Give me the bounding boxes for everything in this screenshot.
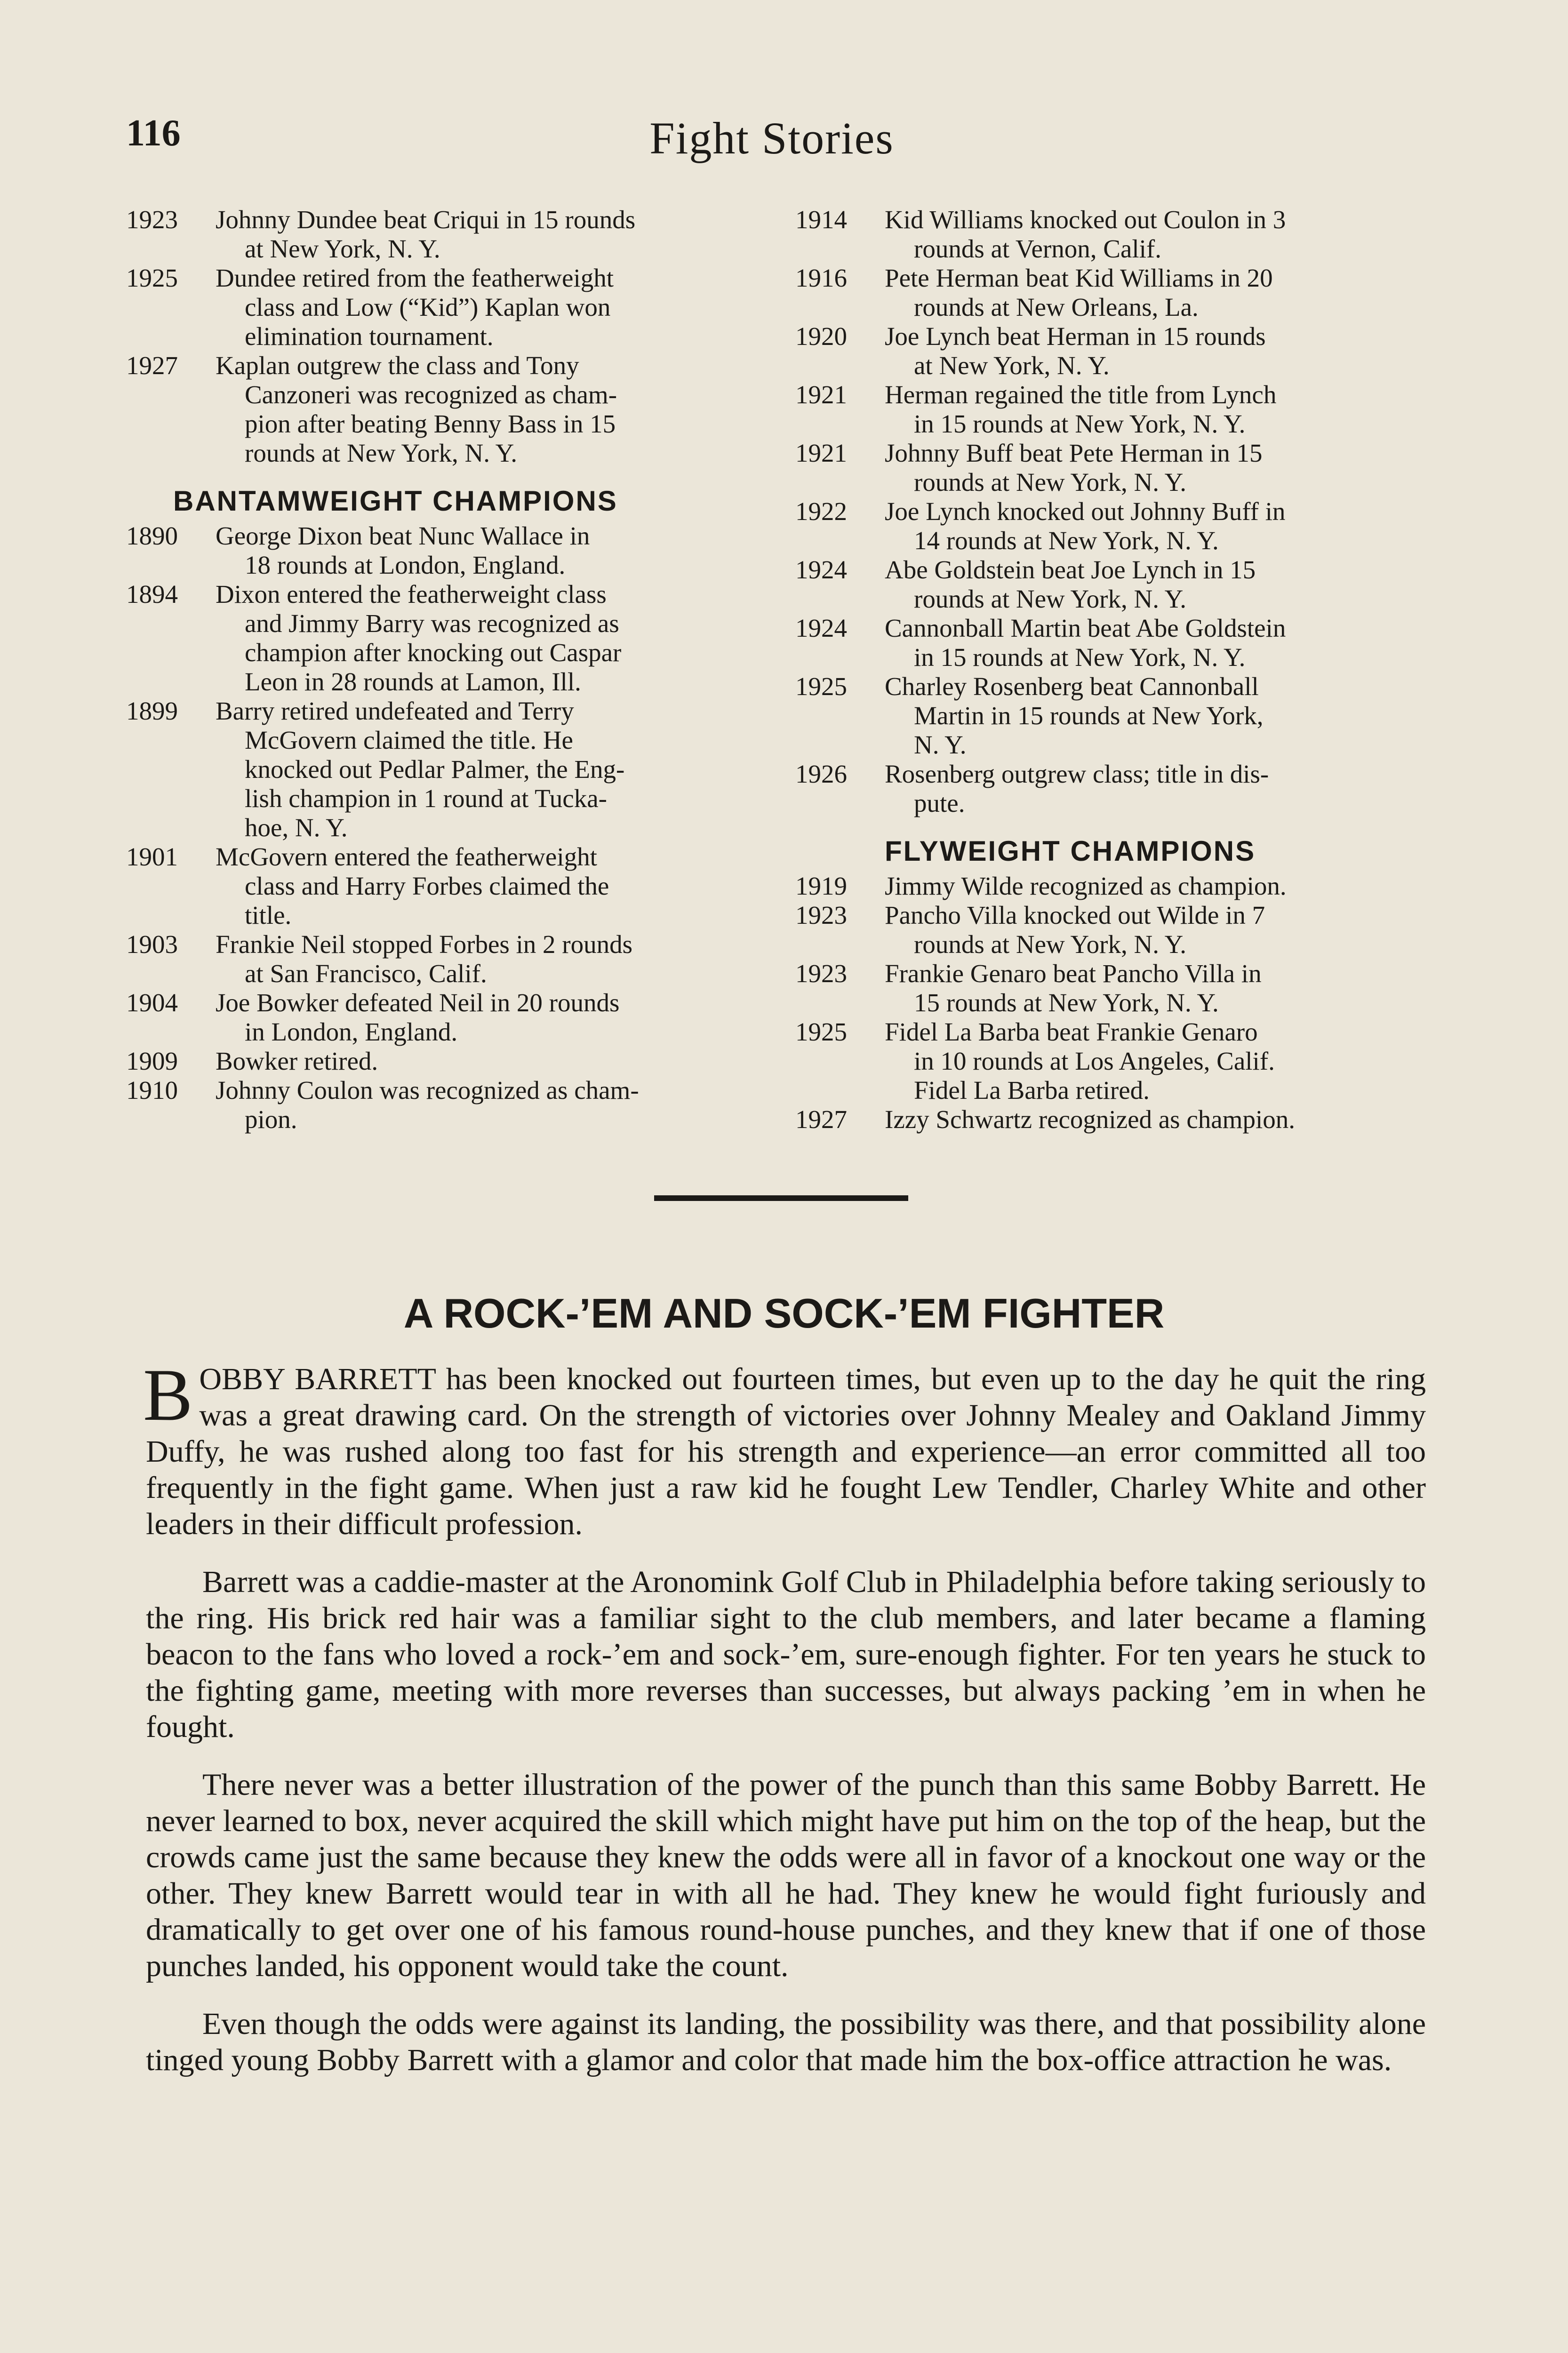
entry-line: Johnny Buff beat Pete Herman in 15 xyxy=(885,439,1263,467)
flyweight-heading: FLYWEIGHT CHAMPIONS xyxy=(885,835,1256,867)
champion-entry xyxy=(795,322,1426,380)
entry-text xyxy=(885,672,1426,760)
entry-line: at San Francisco, Calif. xyxy=(245,959,487,988)
champion-entry xyxy=(795,439,1426,497)
champion-entry xyxy=(795,205,1426,264)
entry-text xyxy=(885,901,1426,959)
entry-line: title. xyxy=(245,901,292,929)
entry-line: at New York, N. Y. xyxy=(245,234,440,263)
entry-year: 1921 xyxy=(795,439,847,467)
champion-entry xyxy=(795,497,1426,555)
entry-text xyxy=(885,380,1426,439)
entry-line: Pete Herman beat Kid Williams in 20 xyxy=(885,264,1273,292)
entry-line: N. Y. xyxy=(914,730,967,759)
entry-line: Izzy Schwartz recognized as champion. xyxy=(885,1105,1295,1134)
entry-line: Joe Bowker defeated Neil in 20 rounds xyxy=(216,988,620,1017)
entry-line: 18 rounds at London, England. xyxy=(245,551,566,579)
champion-entry xyxy=(795,264,1426,322)
entry-year: 1924 xyxy=(795,614,847,642)
entry-year: 1924 xyxy=(795,555,847,584)
entry-line: rounds at New Orleans, La. xyxy=(914,293,1199,321)
entry-text xyxy=(216,930,761,988)
section-divider xyxy=(654,1195,908,1201)
entry-line: at New York, N. Y. xyxy=(914,351,1110,380)
entry-line: Rosenberg outgrew class; title in dis- xyxy=(885,760,1269,788)
entry-line: Abe Goldstein beat Joe Lynch in 15 xyxy=(885,555,1256,584)
entry-line: rounds at New York, N. Y. xyxy=(914,468,1187,496)
entry-line: Fidel La Barba beat Frankie Genaro xyxy=(885,1017,1258,1046)
entry-line: lish champion in 1 round at Tucka- xyxy=(245,784,607,813)
champion-entry xyxy=(795,1017,1426,1105)
entry-year: 1899 xyxy=(126,696,178,725)
entry-line: Jimmy Wilde recognized as champion. xyxy=(885,872,1287,900)
flyweight-list xyxy=(795,872,1426,1134)
entry-line: in London, England. xyxy=(245,1017,458,1046)
entry-line: 15 rounds at New York, N. Y. xyxy=(914,988,1219,1017)
entry-year: 1909 xyxy=(126,1047,178,1075)
entry-line: pute. xyxy=(914,789,965,817)
entry-text xyxy=(216,521,761,580)
champion-entry xyxy=(795,959,1426,1017)
entry-text xyxy=(216,988,761,1047)
bantamweight-list xyxy=(126,521,761,1134)
champion-entry xyxy=(795,901,1426,959)
entry-line: rounds at New York, N. Y. xyxy=(245,439,518,467)
entry-year: 1904 xyxy=(126,988,178,1017)
champion-entry xyxy=(795,555,1426,614)
entry-line: Barry retired undefeated and Terry xyxy=(216,696,574,725)
article-body xyxy=(143,1354,1426,2100)
entry-line: Leon in 28 rounds at Lamon, Ill. xyxy=(245,667,581,696)
champion-entry xyxy=(795,1105,1426,1134)
entry-year: 1925 xyxy=(126,264,178,292)
entry-line: knocked out Pedlar Palmer, the Eng- xyxy=(245,755,625,784)
entry-year: 1916 xyxy=(795,264,847,292)
entry-line: Fidel La Barba retired. xyxy=(914,1076,1150,1104)
entry-line: Canzoneri was recognized as cham- xyxy=(245,380,617,409)
entry-line: and Jimmy Barry was recognized as xyxy=(245,609,619,638)
article-paragraph-1-text: OBBY BARRETT has been knocked out fourteen times, but even up to the day he quit the ring was a great drawing card. On the strength of victories over Johnny Mealey and Oakland Jimmy Duffy, he was rushed along too fast for his strength and experience—an error committed all too frequently in the fight game. When just a raw kid he fought Lew Tendler, Charley White and other leaders in their difficult profession. xyxy=(146,1362,1426,1541)
entry-year: 1890 xyxy=(126,521,178,550)
entry-line: Dixon entered the featherweight class xyxy=(216,580,607,608)
entry-line: George Dixon beat Nunc Wallace in xyxy=(216,521,590,550)
entry-year: 1923 xyxy=(795,959,847,988)
article-paragraph-1 xyxy=(143,1354,1426,1542)
entry-line: Charley Rosenberg beat Cannonball xyxy=(885,672,1259,701)
champion-entry xyxy=(126,580,761,696)
entry-line: Johnny Dundee beat Criqui in 15 rounds xyxy=(216,205,636,234)
article-paragraph-4: Even though the odds were against its landing, the possibility was there, and that possibility alone tinged young Bobby Barrett with a glamor and color that made him the box-office attraction he was. xyxy=(146,2007,1426,2077)
champion-entry xyxy=(795,760,1426,818)
entry-text xyxy=(216,696,761,842)
entry-text xyxy=(885,555,1426,614)
champion-entry xyxy=(126,1047,761,1076)
entry-line: hoe, N. Y. xyxy=(245,813,348,842)
champion-entry xyxy=(795,672,1426,760)
entry-line: rounds at New York, N. Y. xyxy=(914,584,1187,613)
champion-entry xyxy=(126,351,761,468)
entry-line: class and Low (“Kid”) Kaplan won xyxy=(245,293,611,321)
entry-year: 1923 xyxy=(795,901,847,929)
champion-entry xyxy=(126,930,761,988)
entry-line: McGovern claimed the title. He xyxy=(245,726,573,754)
featherweight-continued-list xyxy=(126,205,761,468)
page-number: 116 xyxy=(126,112,181,154)
entry-year: 1914 xyxy=(795,205,847,234)
entry-line: Dundee retired from the featherweight xyxy=(216,264,614,292)
entry-year: 1926 xyxy=(795,760,847,788)
right-column xyxy=(795,205,1426,1134)
entry-text xyxy=(885,872,1426,901)
entry-line: in 15 rounds at New York, N. Y. xyxy=(914,643,1246,672)
champion-entry xyxy=(126,521,761,580)
entry-text xyxy=(885,264,1426,322)
entry-year: 1922 xyxy=(795,497,847,526)
entry-text xyxy=(885,1105,1426,1134)
entry-year: 1925 xyxy=(795,672,847,701)
left-column xyxy=(126,205,761,1134)
entry-text xyxy=(885,760,1426,818)
article-paragraph-3: There never was a better illustration of the power of the punch than this same Bobby Barrett. He never learned to box, never acquired the skill which might have put him on the top of the heap, but the crowds came just the same because they knew the odds were all in favor of a knockout one way or the other. They knew Barrett would tear in with all he had. They knew he would fight furiously and dramatically to get over one of his famous round-house punches, and they knew that if one of those punches landed, his opponent would take the count. xyxy=(146,1768,1426,1983)
entry-line: elimination tournament. xyxy=(245,322,494,351)
entry-text xyxy=(885,1017,1426,1105)
entry-year: 1920 xyxy=(795,322,847,351)
bantamweight-continued-list xyxy=(795,205,1426,818)
champion-entry xyxy=(126,988,761,1047)
entry-year: 1910 xyxy=(126,1076,178,1104)
entry-text xyxy=(216,842,761,930)
entry-line: 14 rounds at New York, N. Y. xyxy=(914,526,1219,555)
entry-line: Kaplan outgrew the class and Tony xyxy=(216,351,579,380)
entry-line: Joe Lynch knocked out Johnny Buff in xyxy=(885,497,1286,526)
entry-line: rounds at New York, N. Y. xyxy=(914,930,1187,959)
entry-line: in 10 rounds at Los Angeles, Calif. xyxy=(914,1047,1275,1075)
entry-line: Cannonball Martin beat Abe Goldstein xyxy=(885,614,1286,642)
champion-entry xyxy=(126,842,761,930)
article-title: A ROCK-’EM AND SOCK-’EM FIGHTER xyxy=(403,1290,1165,1337)
entry-year: 1927 xyxy=(795,1105,847,1134)
champion-entry xyxy=(795,380,1426,439)
entry-year: 1925 xyxy=(795,1017,847,1046)
entry-year: 1921 xyxy=(795,380,847,409)
entry-text xyxy=(885,614,1426,672)
entry-text xyxy=(216,1047,761,1076)
entry-line: pion after beating Benny Bass in 15 xyxy=(245,409,616,438)
champion-entry xyxy=(126,1076,761,1134)
champion-entry xyxy=(795,614,1426,672)
entry-text xyxy=(885,497,1426,555)
drop-cap: B xyxy=(143,1354,193,1436)
entry-text xyxy=(885,439,1426,497)
entry-line: Martin in 15 rounds at New York, xyxy=(914,701,1264,730)
entry-line: pion. xyxy=(245,1105,297,1134)
entry-line: rounds at Vernon, Calif. xyxy=(914,234,1161,263)
entry-line: Frankie Genaro beat Pancho Villa in xyxy=(885,959,1262,988)
entry-line: class and Harry Forbes claimed the xyxy=(245,872,609,900)
entry-line: Bowker retired. xyxy=(216,1047,378,1075)
bantamweight-heading: BANTAMWEIGHT CHAMPIONS xyxy=(173,485,618,517)
entry-line: Joe Lynch beat Herman in 15 rounds xyxy=(885,322,1266,351)
entry-text xyxy=(216,1076,761,1134)
entry-year: 1923 xyxy=(126,205,178,234)
running-title: Fight Stories xyxy=(649,113,894,163)
entry-text xyxy=(216,264,761,351)
entry-year: 1919 xyxy=(795,872,847,900)
entry-text xyxy=(885,322,1426,380)
champion-entry xyxy=(126,205,761,264)
champion-entry xyxy=(126,264,761,351)
entry-text xyxy=(885,959,1426,1017)
entry-year: 1901 xyxy=(126,842,178,871)
article-paragraph-2: Barrett was a caddie-master at the Aronomink Golf Club in Philadelphia before taking seriously to the ring. His brick red hair was a familiar sight to the club members, and later became a flaming beacon to the fans who loved a rock-’em and sock-’em, sure-enough fighter. For ten years he stuck to the fighting game, meeting with more reverses than successes, but always packing ’em in when he fought. xyxy=(146,1565,1426,1744)
champion-entry xyxy=(795,872,1426,901)
entry-line: in 15 rounds at New York, N. Y. xyxy=(914,409,1246,438)
entry-text xyxy=(885,205,1426,264)
entry-line: Herman regained the title from Lynch xyxy=(885,380,1277,409)
entry-line: Pancho Villa knocked out Wilde in 7 xyxy=(885,901,1265,929)
entry-line: Frankie Neil stopped Forbes in 2 rounds xyxy=(216,930,633,959)
entry-text xyxy=(216,351,761,468)
entry-text xyxy=(216,580,761,696)
entry-year: 1894 xyxy=(126,580,178,608)
entry-text xyxy=(216,205,761,264)
entry-year: 1927 xyxy=(126,351,178,380)
entry-line: champion after knocking out Caspar xyxy=(245,638,622,667)
entry-line: Kid Williams knocked out Coulon in 3 xyxy=(885,205,1286,234)
champion-entry xyxy=(126,696,761,842)
entry-year: 1903 xyxy=(126,930,178,959)
entry-line: Johnny Coulon was recognized as cham- xyxy=(216,1076,639,1104)
entry-line: McGovern entered the featherweight xyxy=(216,842,597,871)
